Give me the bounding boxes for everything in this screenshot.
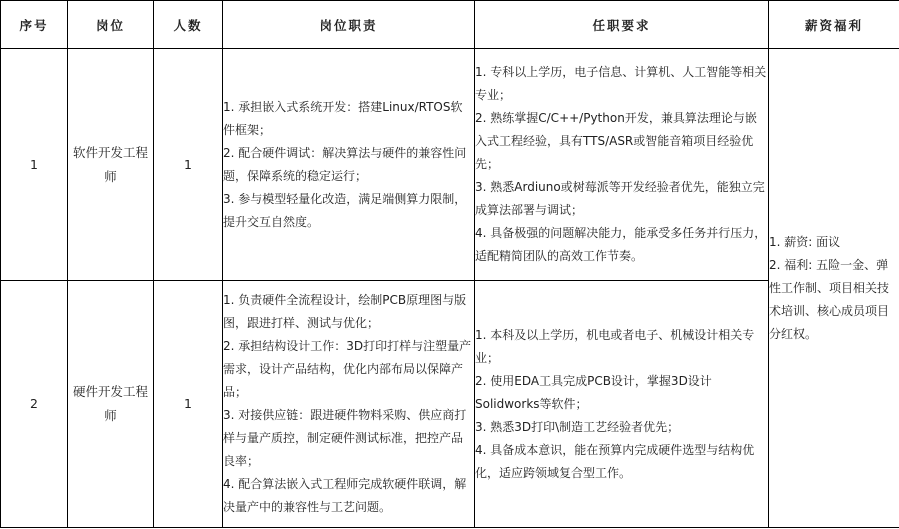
duty-item: 3. 对接供应链：跟进硬件物料采购、供应商打样与量产质控，制定硬件测试标准，把控产品良率； — [223, 408, 467, 468]
header-index: 序号 — [1, 1, 68, 49]
requirement-item: 2. 使用EDA工具完成PCB设计，掌握3D设计Solidworks等软件； — [475, 373, 712, 411]
requirement-item: 1. 本科及以上学历，机电或者电子、机械设计相关专业； — [475, 327, 755, 365]
requirement-item: 3. 熟悉Ardiuno或树莓派等开发经验者优先，能独立完成算法部署与调试； — [475, 180, 765, 217]
table-row — [1, 49, 899, 281]
requirement-item: 3. 熟悉3D打印\制造工艺经验者优先； — [475, 419, 680, 434]
requirement-item: 2. 熟练掌握C/C++/Python开发，兼具算法理论与嵌入式工程经验，具有TTS/ASR或智能音箱项目经验优先； — [475, 111, 757, 171]
benefit-item: 2. 福利: 五险一金、弹性工作制、项目相关技术培训、核心成员项目分红权。 — [769, 257, 890, 341]
table-row — [1, 281, 899, 528]
row-headcount: 1 — [154, 281, 223, 528]
requirement-item: 4. 具备成本意识，能在预算内完成硬件选型与结构优化，适应跨领域复合型工作。 — [475, 442, 755, 480]
row-duties — [223, 281, 475, 528]
row-requirements — [475, 281, 769, 528]
header-row — [1, 1, 899, 49]
row-headcount: 1 — [154, 49, 223, 281]
duty-item: 3. 参与模型轻量化改造，满足端侧算力限制，提升交互自然度。 — [223, 191, 467, 229]
requirement-item: 1. 专科以上学历，电子信息、计算机、人工智能等相关专业； — [475, 65, 767, 102]
duty-item: 1. 承担嵌入式系统开发：搭建Linux/RTOS软件框架； — [223, 99, 463, 137]
benefit-item: 1. 薪资: 面议 — [769, 234, 841, 249]
duty-item: 1. 负责硬件全流程设计，绘制PCB原理图与版图，跟进打样、测试与优化； — [223, 293, 467, 330]
header-headcount: 人数 — [154, 1, 223, 49]
duty-item: 2. 配合硬件调试：解决算法与硬件的兼容性问题，保障系统的稳定运行； — [223, 145, 467, 183]
header-requirements: 任职要求 — [475, 1, 769, 49]
row-requirements — [475, 49, 769, 281]
header-position: 岗位 — [68, 1, 154, 49]
row-position — [68, 281, 154, 528]
header-benefits: 薪资福利 — [769, 1, 899, 49]
duty-item: 4. 配合算法嵌入式工程师完成软硬件联调，解决量产中的兼容性与工艺问题。 — [223, 477, 467, 514]
position-title: 硬件开发工程师 — [72, 384, 148, 423]
header-duties: 岗位职责 — [223, 1, 475, 49]
benefits-cell — [769, 49, 899, 528]
row-duties — [223, 49, 475, 281]
row-position — [68, 49, 154, 281]
requirement-item: 4. 具备极强的问题解决能力，能承受多任务并行压力，适配精简团队的高效工作节奏。 — [475, 226, 767, 263]
duty-item: 2. 承担结构设计工作：3D打印打样与注塑量产需求，设计产品结构，优化内部布局以保障产品； — [223, 339, 472, 399]
row-index: 1 — [1, 49, 68, 281]
row-index: 2 — [1, 281, 68, 528]
position-title: 软件开发工程师 — [72, 144, 148, 184]
